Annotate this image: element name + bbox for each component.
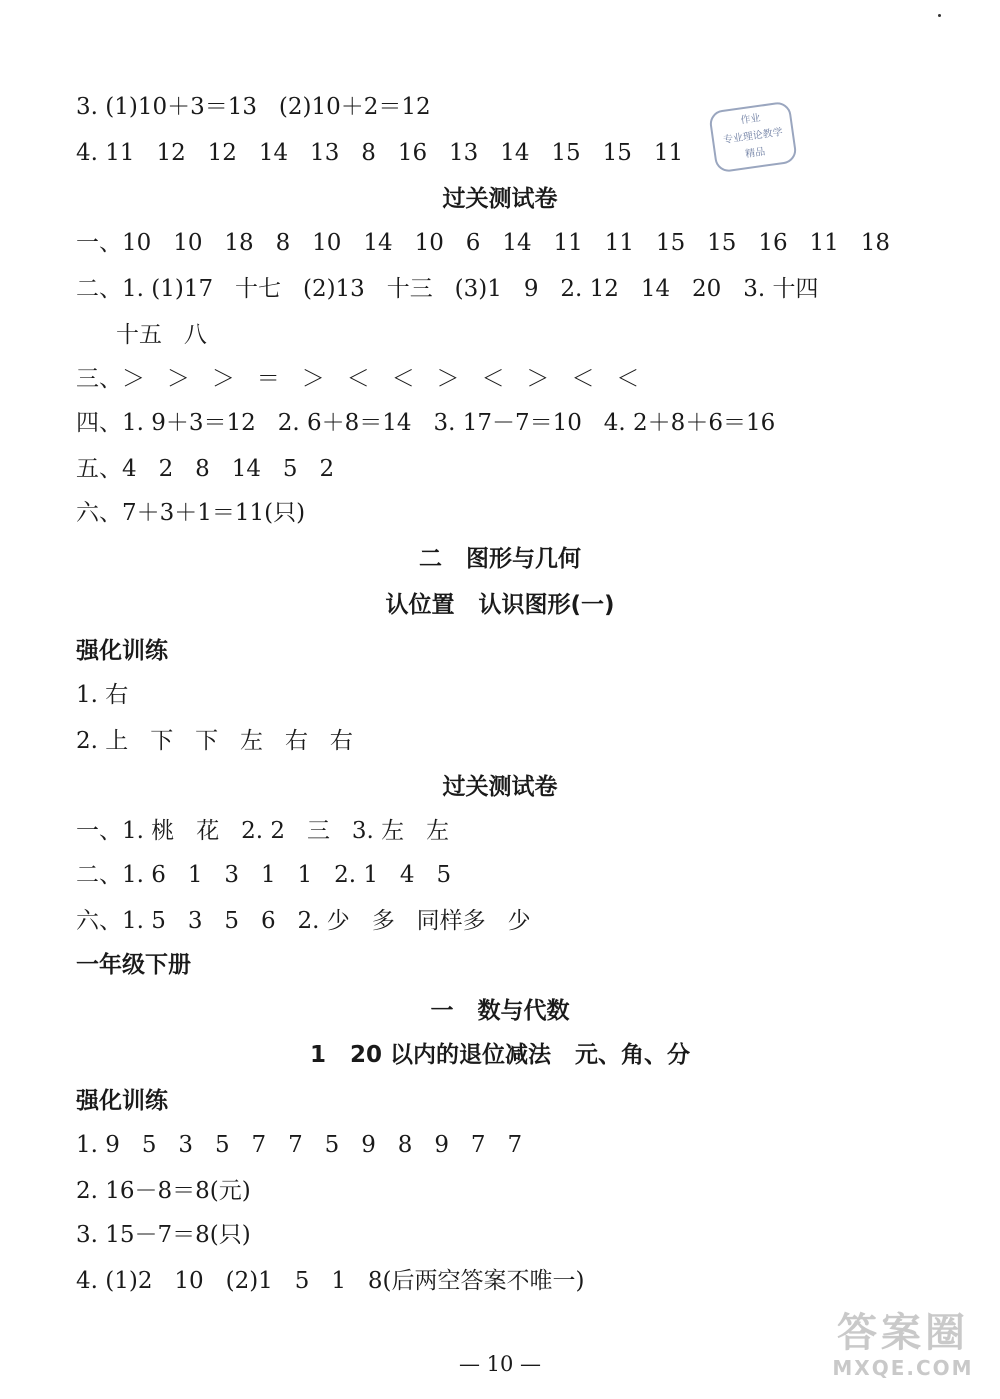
section-title-test: 过关测试卷	[442, 186, 558, 212]
answer-line-q5: 五、4 2 8 14 5 2	[76, 456, 335, 482]
answer-line-q2-2: 二、1. 6 1 3 1 1 2. 1 4 5	[76, 862, 452, 888]
answer-line-q4: 四、1. 9＋3＝12 2. 6＋8＝14 3. 17－7＝10 4. 2＋8＋6＝16	[76, 410, 776, 436]
answer-line-q2: 二、1. (1)17 十七 (2)13 十三 (3)1 9 2. 12 14 20 3. 十四	[76, 276, 819, 302]
subsection-training: 强化训练	[76, 638, 168, 664]
watermark-logo: 答案圈 MXQE.COM	[832, 1310, 974, 1380]
answer-line-2: 2. 上 下 下 左 右 右	[76, 728, 353, 754]
seal-stamp: 作业 专业理论教学 精品	[708, 101, 798, 174]
unit-title-position: 认位置 认识图形(一)	[385, 592, 615, 618]
page-number: — 10 —	[458, 1352, 542, 1376]
answer-line-4-2: 4. (1)2 10 (2)1 5 1 8(后两空答案不唯一)	[76, 1268, 585, 1294]
scan-speck	[938, 14, 941, 17]
unit-title-subtraction: 1 20 以内的退位减法 元、角、分	[309, 1042, 691, 1068]
section-title-test-2: 过关测试卷	[442, 774, 558, 800]
answer-line-1: 1. 右	[76, 682, 129, 708]
answer-line-1-2: 1. 9 5 3 5 7 7 5 9 8 9 7 7	[76, 1132, 523, 1158]
answer-line-q1-2: 一、1. 桃 花 2. 2 三 3. 左 左	[76, 818, 450, 844]
answer-line-q2-cont: 十五 八	[116, 322, 207, 348]
answer-line-q6-2: 六、1. 5 3 5 6 2. 少 多 同样多 少	[76, 908, 531, 934]
chapter-title-geometry: 二 图形与几何	[418, 546, 582, 572]
answer-line-q6: 六、7＋3＋1＝11(只)	[76, 500, 306, 526]
answer-line-q1: 一、10 10 18 8 10 14 10 6 14 11 11 15 15 16 11 18	[76, 230, 890, 256]
answer-line-3-2: 3. 15－7＝8(只)	[76, 1222, 251, 1248]
answer-line-2-2: 2. 16－8＝8(元)	[76, 1178, 251, 1204]
chapter-title-algebra: 一 数与代数	[430, 998, 570, 1024]
answer-line-4: 4. 11 12 12 14 13 8 16 13 14 15 15 11	[76, 140, 684, 166]
volume-title: 一年级下册	[76, 952, 191, 978]
subsection-training-2: 强化训练	[76, 1088, 168, 1114]
answer-line-q3: 三、＞ ＞ ＞ ＝ ＞ ＜ ＜ ＞ ＜ ＞ ＜ ＜	[76, 366, 640, 392]
answer-line-3: 3. (1)10＋3＝13 (2)10＋2＝12	[76, 94, 431, 120]
